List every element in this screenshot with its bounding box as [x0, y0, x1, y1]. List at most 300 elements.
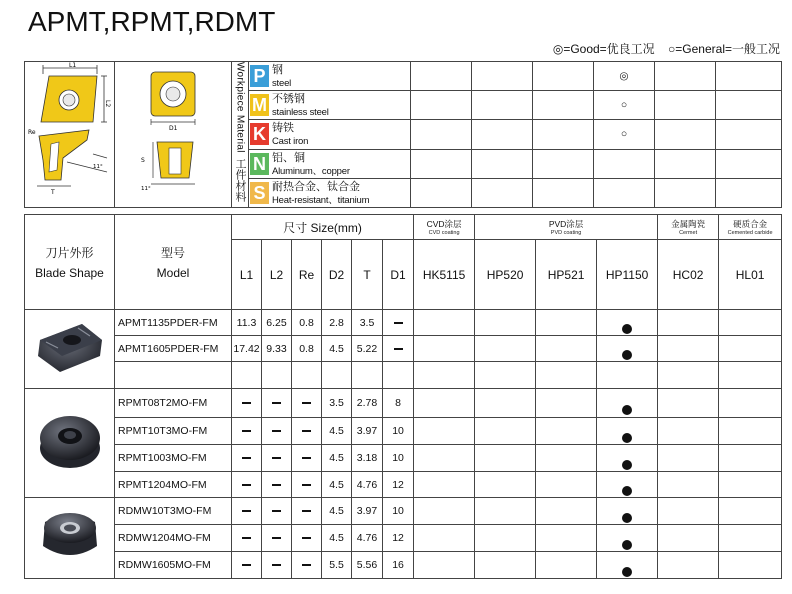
dim-cell [292, 418, 322, 445]
material-letter: S [250, 182, 269, 204]
dim-cell [292, 498, 322, 525]
insert-image-cell [25, 310, 115, 389]
recommended-dot [622, 567, 632, 577]
grade-cell [414, 472, 475, 498]
dim-value: 5.56 [356, 559, 378, 571]
dim-value: 4.5 [329, 532, 344, 544]
grade-cell [658, 336, 719, 362]
dash-mark [242, 430, 251, 432]
header-cvd-zh: CVD涂层 [426, 219, 462, 229]
material-grade-mark [411, 62, 472, 91]
rpmt-drawing-cell [115, 62, 232, 208]
grade-cell [475, 552, 536, 579]
dim-value: 4.5 [329, 478, 344, 491]
model-cell: RPMT1204MO-FM [115, 472, 232, 498]
dim-cell [352, 418, 383, 445]
grade-cell [475, 418, 536, 445]
header-dim: Re [292, 240, 322, 310]
header-cvd [414, 215, 475, 240]
dash-mark [272, 430, 281, 432]
material-name-zh: 铝、铜 [272, 151, 305, 164]
dim-cell [292, 310, 322, 336]
grade-cell [597, 472, 658, 498]
dim-cell [352, 362, 383, 389]
dim-cell [352, 336, 383, 362]
dim-cell [322, 552, 352, 579]
dash-mark [394, 322, 403, 324]
grade-cell [719, 498, 782, 525]
material-row [25, 62, 782, 91]
model-cell: RPMT08T2MO-FM [115, 389, 232, 418]
dim-cell [352, 389, 383, 418]
header-grade: HP520 [475, 240, 536, 310]
header-shape-en: Blade Shape [35, 266, 104, 280]
dim-cell [262, 552, 292, 579]
svg-text:D1: D1 [169, 125, 178, 132]
material-grade-mark [655, 120, 716, 149]
dim-cell [352, 498, 383, 525]
dim-cell [292, 362, 322, 389]
dash-mark [242, 564, 251, 566]
dim-cell [352, 525, 383, 552]
rpmt-insert-image [35, 406, 105, 476]
material-grade-mark [716, 120, 782, 149]
dim-cell [262, 336, 292, 362]
grade-cell [536, 552, 597, 579]
dim-value: 4.5 [329, 505, 344, 517]
grade-cell [597, 498, 658, 525]
dim-cell [232, 525, 262, 552]
header-model-zh: 型号 [160, 246, 185, 260]
material-grade-mark [716, 149, 782, 178]
recommended-dot [622, 460, 632, 470]
material-grade-mark [594, 178, 655, 207]
dim-cell [232, 498, 262, 525]
dash-mark [272, 402, 281, 404]
dim-value: 10 [392, 425, 404, 437]
grade-cell [414, 445, 475, 472]
dim-cell [383, 552, 414, 579]
header-cermet [658, 215, 719, 240]
dim-cell [262, 418, 292, 445]
page-title: APMT,RPMT,RDMT [28, 6, 276, 37]
grade-cell [536, 336, 597, 362]
dim-cell [262, 362, 292, 389]
dim-value: 3.5 [359, 316, 375, 329]
material-cell [249, 120, 411, 149]
material-grade-mark [411, 149, 472, 178]
grade-cell [475, 445, 536, 472]
recommended-dot [622, 350, 632, 360]
model-cell: RPMT1003MO-FM [115, 445, 232, 472]
header-shape-zh: 刀片外形 [45, 246, 94, 260]
header-carbide-en: Cemented carbide [727, 230, 773, 236]
header-cermet-en: Cermet [679, 230, 698, 236]
svg-text:L2: L2 [103, 100, 111, 108]
material-grade-mark [472, 120, 533, 149]
dim-value: 4.5 [329, 342, 344, 355]
dim-cell [292, 552, 322, 579]
material-grade-mark [716, 178, 782, 207]
header-dim: L1 [232, 240, 262, 310]
dim-cell [292, 472, 322, 498]
dim-cell [232, 389, 262, 418]
dim-value: 16 [392, 559, 404, 571]
dim-cell [383, 336, 414, 362]
grade-cell [414, 552, 475, 579]
dash-mark [242, 510, 251, 512]
dim-value: 6.25 [266, 316, 287, 329]
material-name-zh: 钢 [272, 64, 283, 77]
dash-mark [272, 510, 281, 512]
dim-value: 2.8 [329, 316, 344, 329]
dim-value: 3.18 [356, 452, 378, 464]
header-carbide-zh: 硬质合金 [733, 219, 768, 229]
insert-image-cell [25, 498, 115, 579]
dim-cell [232, 362, 262, 389]
dim-cell [262, 389, 292, 418]
model-cell: RDMW1204MO-FM [115, 525, 232, 552]
dim-value: 10 [392, 452, 404, 464]
grade-cell [597, 418, 658, 445]
header-grade: HL01 [719, 240, 782, 310]
dim-cell [292, 525, 322, 552]
material-name-zh: 耐热合金、钛合金 [272, 180, 360, 193]
table-row [25, 498, 782, 525]
dim-cell [322, 472, 352, 498]
dash-mark [302, 510, 311, 512]
dim-cell [232, 472, 262, 498]
material-grade-mark [655, 91, 716, 120]
material-grade-mark [533, 178, 594, 207]
table-row [25, 472, 782, 498]
grade-cell [414, 389, 475, 418]
material-grade-mark [716, 62, 782, 91]
material-cell [249, 91, 411, 120]
dim-cell [232, 336, 262, 362]
material-letter: P [250, 65, 269, 87]
material-name-en: Heat-resistant、titanium [272, 194, 370, 206]
workpiece-material-table [24, 61, 782, 208]
dim-cell [292, 389, 322, 418]
material-grade-mark [472, 149, 533, 178]
material-cell [249, 149, 411, 178]
dash-mark [302, 402, 311, 404]
dim-value: 12 [392, 532, 404, 544]
material-letter: M [252, 95, 267, 116]
dim-cell [383, 525, 414, 552]
insert-image-cell [25, 389, 115, 498]
svg-text:Re: Re [27, 129, 36, 136]
grade-cell [597, 445, 658, 472]
svg-text:11°: 11° [141, 186, 151, 192]
dim-cell [262, 310, 292, 336]
table-row [25, 552, 782, 579]
grade-cell [658, 418, 719, 445]
header-dim: T [352, 240, 383, 310]
svg-text:T: T [50, 189, 55, 196]
recommended-dot [622, 513, 632, 523]
grade-cell [658, 362, 719, 389]
grade-cell [719, 525, 782, 552]
model-cell: RDMW10T3MO-FM [115, 498, 232, 525]
recommended-dot [622, 433, 632, 443]
material-grade-mark: ○ [594, 91, 655, 120]
dim-cell [322, 525, 352, 552]
dim-cell [383, 310, 414, 336]
material-grade-mark [533, 149, 594, 178]
grade-cell [536, 472, 597, 498]
material-cell [249, 178, 411, 207]
apmt-drawing-cell [25, 62, 115, 208]
insert-spec-table [24, 214, 782, 579]
dim-value: 4.76 [356, 478, 378, 491]
dim-value: 3.97 [356, 505, 378, 517]
dim-cell [322, 389, 352, 418]
recommended-dot [622, 540, 632, 550]
svg-text:11°: 11° [92, 164, 103, 170]
recommended-dot [622, 405, 632, 415]
workpiece-label [232, 62, 249, 208]
svg-text:S: S [141, 157, 145, 164]
dim-cell [383, 498, 414, 525]
grade-cell [597, 362, 658, 389]
material-grade-mark [411, 178, 472, 207]
grade-cell [719, 389, 782, 418]
dim-cell [352, 552, 383, 579]
table-row [25, 336, 782, 362]
material-grade-mark [411, 91, 472, 120]
dash-mark [394, 348, 403, 350]
dim-cell [322, 310, 352, 336]
grade-cell [597, 552, 658, 579]
dim-value: 9.33 [266, 342, 287, 355]
model-cell: APMT1605PDER-FM [115, 336, 232, 362]
dash-mark [242, 457, 251, 459]
grade-cell [719, 418, 782, 445]
grade-cell [719, 362, 782, 389]
header-pvd-zh: PVD涂层 [548, 219, 584, 229]
material-name-en: steel [272, 78, 292, 90]
grade-cell [719, 336, 782, 362]
header-grade: HK5115 [414, 240, 475, 310]
rdmw-insert-image [35, 506, 105, 566]
recommended-dot [622, 486, 632, 496]
header-cermet-zh: 金属陶瓷 [671, 219, 706, 229]
header-grade: HP1150 [597, 240, 658, 310]
dim-cell [322, 445, 352, 472]
workpiece-label-en: Workpiece Material [234, 62, 246, 153]
grade-cell [536, 498, 597, 525]
header-dim: L2 [262, 240, 292, 310]
material-name-en: Aluminum、copper [272, 165, 350, 177]
dim-value: 12 [392, 478, 404, 491]
model-cell [115, 362, 232, 389]
grade-cell [597, 525, 658, 552]
dash-mark [302, 430, 311, 432]
grade-cell [597, 389, 658, 418]
material-letter: K [250, 123, 269, 145]
dash-mark [302, 484, 311, 486]
header-model-en: Model [156, 266, 190, 280]
grade-cell [536, 525, 597, 552]
dim-value: 11.3 [236, 316, 257, 329]
table-row [25, 389, 782, 418]
grade-cell [719, 552, 782, 579]
header-size: 尺寸 Size(mm) [232, 215, 414, 240]
grade-cell [536, 445, 597, 472]
dim-cell [322, 418, 352, 445]
dim-cell [232, 310, 262, 336]
material-cell [249, 62, 411, 91]
svg-text:L1: L1 [68, 62, 76, 69]
model-cell: APMT1135PDER-FM [115, 310, 232, 336]
header-pvd [475, 215, 658, 240]
grade-cell [536, 362, 597, 389]
grade-cell [414, 498, 475, 525]
dim-cell [322, 336, 352, 362]
material-name-en: Cast iron [272, 136, 309, 148]
workpiece-label-zh: 工件材料 [234, 157, 246, 202]
dash-mark [242, 537, 251, 539]
table-row [25, 310, 782, 336]
apmt-technical-drawing [27, 62, 113, 202]
dim-cell [322, 362, 352, 389]
grade-cell [414, 418, 475, 445]
grade-cell [658, 445, 719, 472]
material-grade-mark: ○ [594, 120, 655, 149]
dim-cell [232, 418, 262, 445]
dim-value: 4.5 [329, 425, 344, 437]
grade-cell [658, 498, 719, 525]
dim-cell [352, 445, 383, 472]
dim-value: 17.42 [233, 342, 260, 355]
dim-cell [383, 362, 414, 389]
header-shape [25, 215, 115, 310]
dash-mark [272, 537, 281, 539]
dim-cell [383, 445, 414, 472]
material-grade-mark: ◎ [594, 62, 655, 91]
grade-cell [475, 472, 536, 498]
header-grade: HP521 [536, 240, 597, 310]
grade-cell [475, 362, 536, 389]
header-cvd-en: CVD coating [428, 230, 460, 236]
dim-cell [383, 418, 414, 445]
dim-value: 5.5 [329, 559, 344, 571]
dim-value: 4.5 [329, 452, 344, 464]
header-carbide [719, 215, 782, 240]
table-row [25, 418, 782, 445]
material-grade-mark [594, 149, 655, 178]
header-model [115, 215, 232, 310]
dim-cell [262, 525, 292, 552]
dash-mark [242, 402, 251, 404]
material-grade-mark [655, 149, 716, 178]
dim-cell [292, 445, 322, 472]
grade-cell [414, 525, 475, 552]
grade-cell [658, 552, 719, 579]
grade-cell [658, 310, 719, 336]
dim-value: 2.78 [356, 397, 378, 409]
header-pvd-en: PVD coating [550, 230, 582, 236]
dim-value: 10 [392, 505, 404, 517]
grade-cell [597, 310, 658, 336]
material-name-en: stainless steel [272, 107, 329, 119]
dash-mark [272, 564, 281, 566]
header-dim: D1 [383, 240, 414, 310]
dim-cell [232, 445, 262, 472]
dash-mark [272, 484, 281, 486]
legend-good: ◎=Good=优良工况 [552, 42, 655, 56]
dim-cell [262, 498, 292, 525]
table-row [25, 445, 782, 472]
dim-cell [262, 445, 292, 472]
dim-cell [383, 389, 414, 418]
grade-cell [414, 336, 475, 362]
header-grade: HC02 [658, 240, 719, 310]
dim-value: 5.22 [356, 342, 378, 355]
legend-general: ○=General=一般工况 [668, 42, 780, 56]
grade-cell [475, 336, 536, 362]
material-grade-mark [655, 62, 716, 91]
material-grade-mark [655, 178, 716, 207]
table-row [25, 525, 782, 552]
dim-value: 4.76 [356, 532, 378, 544]
material-grade-mark [472, 178, 533, 207]
material-name-zh: 不锈钢 [272, 93, 305, 106]
dim-value: 0.8 [299, 316, 314, 329]
grade-cell [536, 310, 597, 336]
material-grade-mark [533, 62, 594, 91]
dash-mark [272, 457, 281, 459]
material-grade-mark [411, 120, 472, 149]
dim-cell [292, 336, 322, 362]
grade-cell [475, 525, 536, 552]
grade-cell [536, 418, 597, 445]
material-name-zh: 铸铁 [272, 122, 294, 135]
legend [553, 40, 780, 57]
grade-cell [658, 525, 719, 552]
dash-mark [242, 484, 251, 486]
grade-cell [719, 310, 782, 336]
apmt-insert-image [34, 318, 106, 376]
grade-cell [658, 389, 719, 418]
recommended-dot [622, 324, 632, 334]
grade-cell [597, 336, 658, 362]
grade-cell [414, 362, 475, 389]
dash-mark [302, 564, 311, 566]
grade-cell [536, 389, 597, 418]
grade-cell [475, 310, 536, 336]
material-grade-mark [472, 62, 533, 91]
material-grade-mark [716, 91, 782, 120]
dim-cell [383, 472, 414, 498]
material-letter: N [250, 153, 269, 175]
dim-cell [322, 498, 352, 525]
header-row-1 [25, 215, 782, 240]
material-grade-mark [533, 91, 594, 120]
dash-mark [302, 457, 311, 459]
dim-value: 3.97 [356, 425, 378, 437]
header-dim: D2 [322, 240, 352, 310]
grade-cell [719, 445, 782, 472]
material-grade-mark [472, 91, 533, 120]
material-grade-mark [533, 120, 594, 149]
dim-value: 3.5 [329, 397, 344, 409]
grade-cell [658, 472, 719, 498]
rpmt-technical-drawing [117, 62, 229, 202]
model-cell: RDMW1605MO-FM [115, 552, 232, 579]
